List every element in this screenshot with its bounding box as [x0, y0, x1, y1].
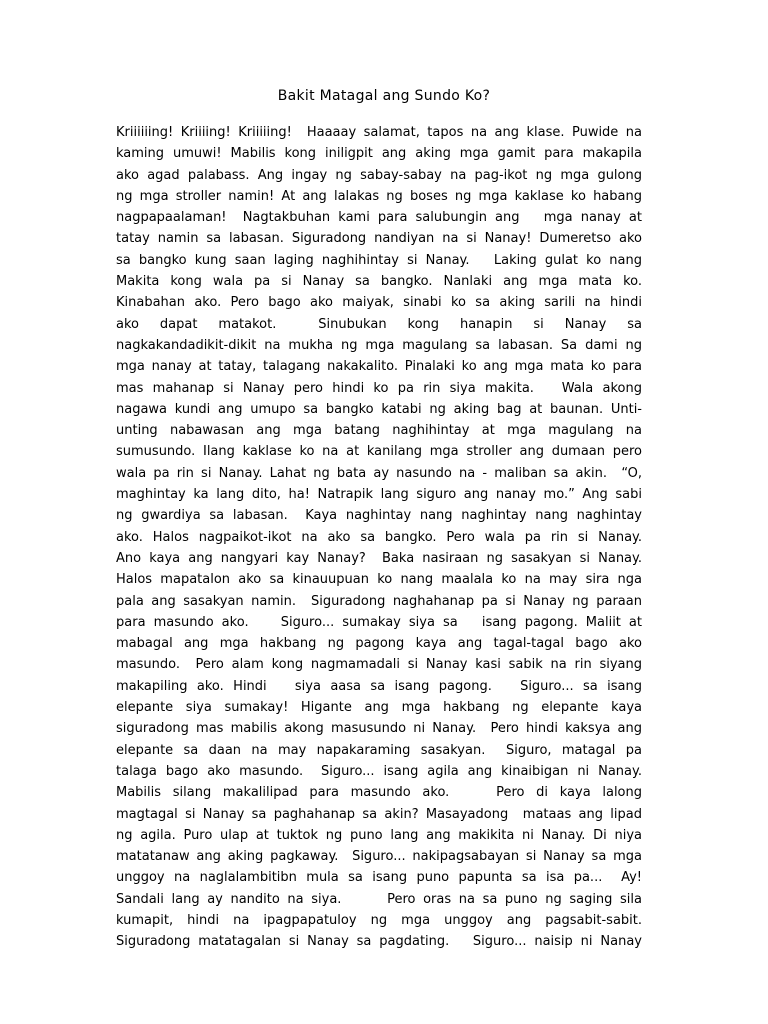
text-line: Kriiiiiing! Kriiiing! Kriiiiing! Haaaay salamat, tapos na ang klase. Puwide na — [116, 125, 642, 140]
text-line: maghintay ka lang dito, ha! Natrapik lang siguro ang nanay mo.” Ang sabi — [116, 487, 642, 503]
text-line: makapiling ako. Hindi siya aasa sa isang pagong. Siguro... sa isang — [116, 678, 642, 694]
text-line: kaming umuwi! Mabilis kong iniligpit ang aking mga gamit para makapila — [116, 146, 642, 162]
text-line: masundo. Pero alam kong nagmamadali si Nanay kasi sabik na rin siyang — [116, 657, 642, 673]
document-title: Bakit Matagal ang Sundo Ko? — [277, 88, 491, 104]
text-line: nagpapaalaman! Nagtakbuhan kami para salubungin ang mga nanay at — [116, 210, 642, 226]
text-line: Ano kaya ang nangyari kay Nanay? Baka nasiraan ng sasakyan si Nanay. — [116, 550, 642, 566]
text-line: Kinabahan ako. Pero bago ako maiyak, sinabi ko sa aking sarili na hindi — [116, 295, 642, 311]
text-line: matatanaw ang aking pagkaway. Siguro... nakipagsabayan si Nanay sa mga — [116, 849, 642, 865]
text-line: ako agad palabass. Ang ingay ng sabay-sabay na pag-ikot ng mga gulong — [116, 167, 642, 183]
text-line: kumapit, hindi na ipagpapatuloy ng mga unggoy ang pagsabit-sabit. — [116, 912, 642, 928]
text-line: ng gwardiya sa labasan. Kaya naghintay nang naghintay nang naghintay — [116, 508, 642, 524]
text-line: sumusundo. Ilang kaklase ko na at kanilang mga stroller ang dumaan pero — [116, 444, 642, 460]
text-line: Makita kong wala pa si Nanay sa bangko. Nanlaki ang mga mata ko. — [116, 274, 642, 290]
text-line: Sandali lang ay nandito na siya. Pero oras na sa puno ng saging sila — [116, 891, 642, 907]
text-line: ako. Halos nagpaikot-ikot na ako sa bangko. Pero wala pa rin si Nanay. — [116, 529, 642, 545]
text-line: nagkakandadikit-dikit na mukha ng mga magulang sa labasan. Sa dami ng — [116, 337, 642, 353]
text-line: Halos mapatalon ako sa kinauupuan ko nang maalala ko na may sira nga — [116, 572, 642, 588]
text-line: ako dapat matakot. Sinubukan kong hanapin si Nanay sa — [116, 316, 642, 332]
story-body — [116, 122, 642, 953]
text-line: ng agila. Puro ulap at tuktok ng puno lang ang makikita ni Nanay. Di niya — [116, 827, 642, 843]
text-line: nagawa kundi ang umupo sa bangko katabi ng aking bag at baunan. Unti- — [116, 401, 642, 417]
text-line: elepante sa daan na may napakaraming sasakyan. Siguro, matagal pa — [116, 742, 642, 758]
text-line: pala ang sasakyan namin. Siguradong naghahanap pa si Nanay ng paraan — [116, 593, 642, 609]
text-line: Mabilis silang makalilipad para masundo ako. Pero di kaya lalong — [116, 785, 642, 801]
text-line: unting nabawasan ang mga batang naghihintay at mga magulang na — [116, 423, 642, 439]
text-line: unggoy na naglalambitibn mula sa isang puno papunta sa isa pa... Ay! — [116, 870, 642, 886]
text-line: wala pa rin si Nanay. Lahat ng bata ay nasundo na - maliban sa akin. “O, — [116, 465, 642, 481]
text-line: magtagal si Nanay sa paghahanap sa akin? Masayadong mataas ang lipad — [116, 806, 642, 822]
text-line: mga nanay at tatay, talagang nakakalito. Pinalaki ko ang mga mata ko para — [116, 359, 642, 375]
text-line: mabagal ang mga hakbang ng pagong kaya ang tagal-tagal bago ako — [116, 636, 642, 652]
text-line: tatay namin sa labasan. Siguradong nandiyan na si Nanay! Dumeretso ako — [116, 231, 642, 247]
text-line: sa bangko kung saan laging naghihintay si Nanay. Laking gulat ko nang — [116, 252, 642, 268]
text-line: para masundo ako. Siguro... sumakay siya sa isang pagong. Maliit at — [116, 614, 642, 630]
text-line: mas mahanap si Nanay pero hindi ko pa rin siya makita. Wala akong — [116, 380, 642, 396]
text-line: Siguradong matatagalan si Nanay sa pagdating. Siguro... naisip ni Nanay — [116, 934, 642, 950]
text-line: ng mga stroller namin! At ang lalakas ng boses ng mga kaklase ko habang — [116, 188, 642, 204]
text-line: talaga bago ako masundo. Siguro... isang agila ang kinaibigan ni Nanay. — [116, 763, 642, 779]
text-line: siguradong mas mabilis akong masusundo ni Nanay. Pero hindi kaksya ang — [116, 721, 642, 737]
text-line: elepante siya sumakay! Higante ang mga hakbang ng elepante kaya — [116, 700, 642, 716]
